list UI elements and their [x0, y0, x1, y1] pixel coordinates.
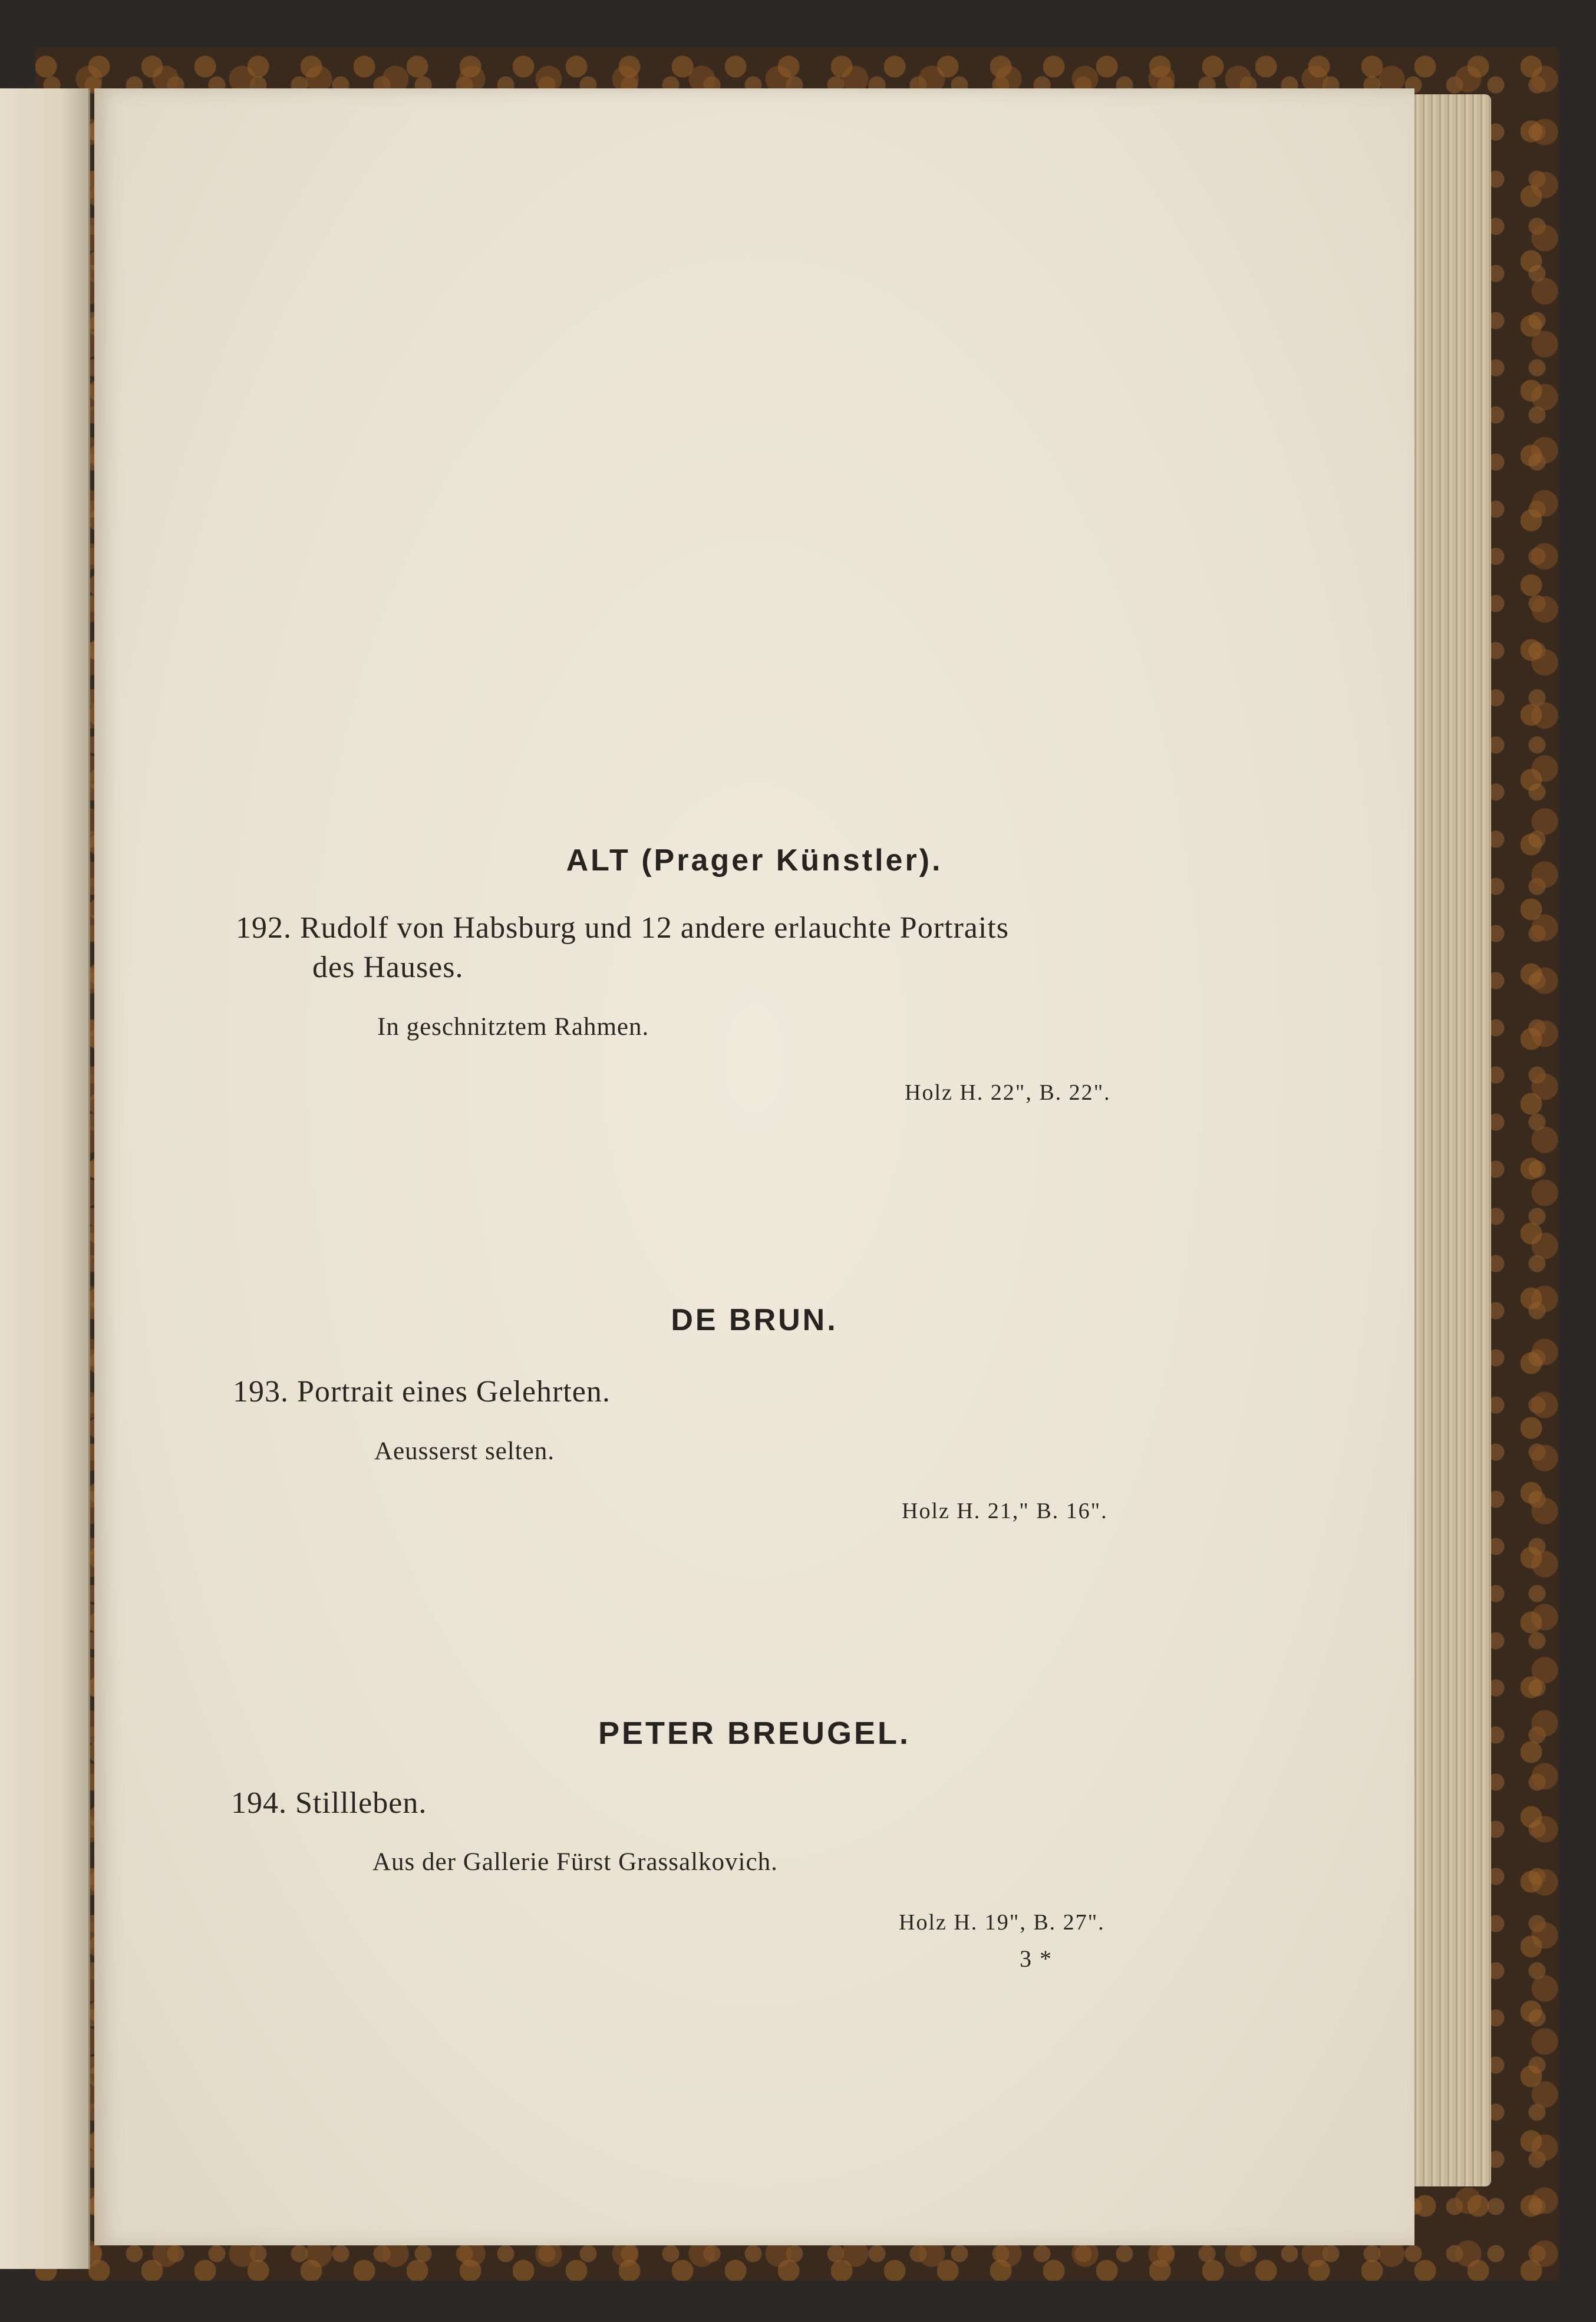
artist-heading-alt: ALT (Prager Künstler).: [566, 843, 943, 878]
catalog-note-193: Aeusserst selten.: [374, 1437, 555, 1465]
artist-heading-de-brun: DE BRUN.: [671, 1303, 838, 1337]
artist-heading-peter-breugel: PETER BREUGEL.: [598, 1716, 911, 1751]
catalog-dimensions-193: Holz H. 21," B. 16".: [902, 1499, 1108, 1523]
catalog-dimensions-194: Holz H. 19", B. 27".: [899, 1910, 1105, 1935]
catalog-entry-192-line1: 192. Rudolf von Habsburg und 12 andere erlauchte Portraits: [236, 911, 1009, 945]
catalog-entry-193: 193. Portrait eines Gelehrten.: [233, 1375, 611, 1409]
catalog-page: [94, 88, 1414, 2245]
facing-page-edge: [0, 88, 90, 2269]
catalog-note-194: Aus der Gallerie Fürst Grassalkovich.: [372, 1848, 778, 1876]
catalog-entry-194: 194. Stillleben.: [231, 1786, 427, 1820]
catalog-dimensions-192: Holz H. 22", B. 22".: [905, 1080, 1111, 1105]
catalog-entry-192-line2: des Hauses.: [312, 951, 464, 984]
page-block-edges: [1403, 94, 1491, 2186]
catalog-note-192: In geschnitztem Rahmen.: [377, 1013, 649, 1041]
signature-mark: 3 *: [1020, 1945, 1053, 1972]
